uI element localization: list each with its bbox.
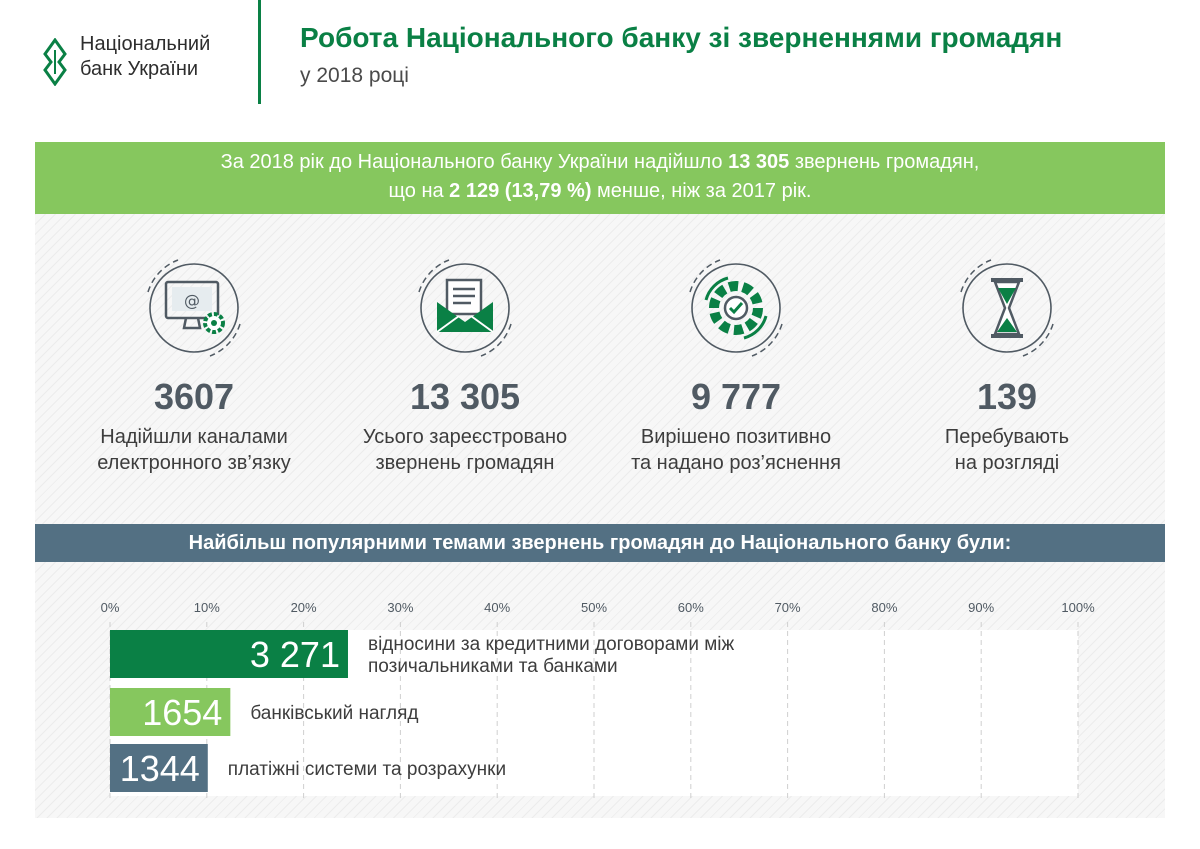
tick-label: 50% [580, 600, 608, 615]
stat-label-line-1: Надійшли каналами [100, 426, 288, 448]
tick-label: 80% [871, 600, 898, 615]
stat-value: 139 [976, 376, 1038, 417]
tick-label: 30% [387, 600, 414, 615]
tick-label: 100% [1061, 600, 1095, 615]
intro-text-2: звернень громадян, [789, 151, 980, 173]
tick-label: 20% [290, 600, 317, 615]
tick-label: 70% [774, 600, 801, 615]
stat-value: 13 305 [409, 376, 521, 417]
bar-category-label: відносини за кредитними договорами між [367, 634, 735, 655]
stat-label-line-1: Перебувають [944, 426, 1070, 448]
page-title: Робота Національного банку зі зверненнями громадян [300, 22, 1063, 53]
intro-text-4: менше, ніж за 2017 рік. [591, 180, 812, 202]
stat-label-line-2: звернень громадян [375, 452, 555, 474]
svg-text:@: @ [184, 291, 200, 310]
bar-value-label: 1344 [119, 748, 200, 789]
stat-value: 3607 [153, 376, 235, 417]
tick-label: 0% [100, 600, 120, 615]
intro-text-3: що на [388, 180, 450, 202]
bar-category-label: позичальниками та банками [367, 656, 618, 677]
logo-line-1: Національний [80, 33, 211, 55]
bar-value-label: 1654 [142, 692, 223, 733]
stat-label-line-2: та надано роз’яснення [631, 452, 841, 474]
stat-value: 9 777 [690, 376, 782, 417]
bar-category-label: платіжні системи та розрахунки [227, 759, 507, 780]
intro-total-count: 13 305 [728, 151, 790, 173]
tick-label: 60% [677, 600, 704, 615]
intro-text-1: За 2018 рік до Національного банку України надійшло [220, 151, 729, 173]
page-subtitle: у 2018 році [300, 64, 409, 87]
stat-label-line-2: на розгляді [954, 452, 1060, 474]
tick-label: 40% [484, 600, 511, 615]
bar-value-label: 3 271 [249, 634, 340, 675]
intro-decrease: 2 129 (13,79 %) [449, 180, 592, 202]
logo-line-2: банк України [80, 58, 199, 80]
stat-label-line-2: електронного зв’язку [97, 452, 291, 474]
tick-label: 90% [968, 600, 995, 615]
topics-heading: Найбільш популярними темами звернень громадян до Національного банку були: [35, 524, 1165, 562]
stat-label-line-1: Усього зареєстровано [362, 426, 568, 448]
tick-label: 10% [193, 600, 220, 615]
stat-label-line-1: Вирішено позитивно [640, 426, 832, 448]
bar-category-label: банківський нагляд [250, 703, 419, 724]
